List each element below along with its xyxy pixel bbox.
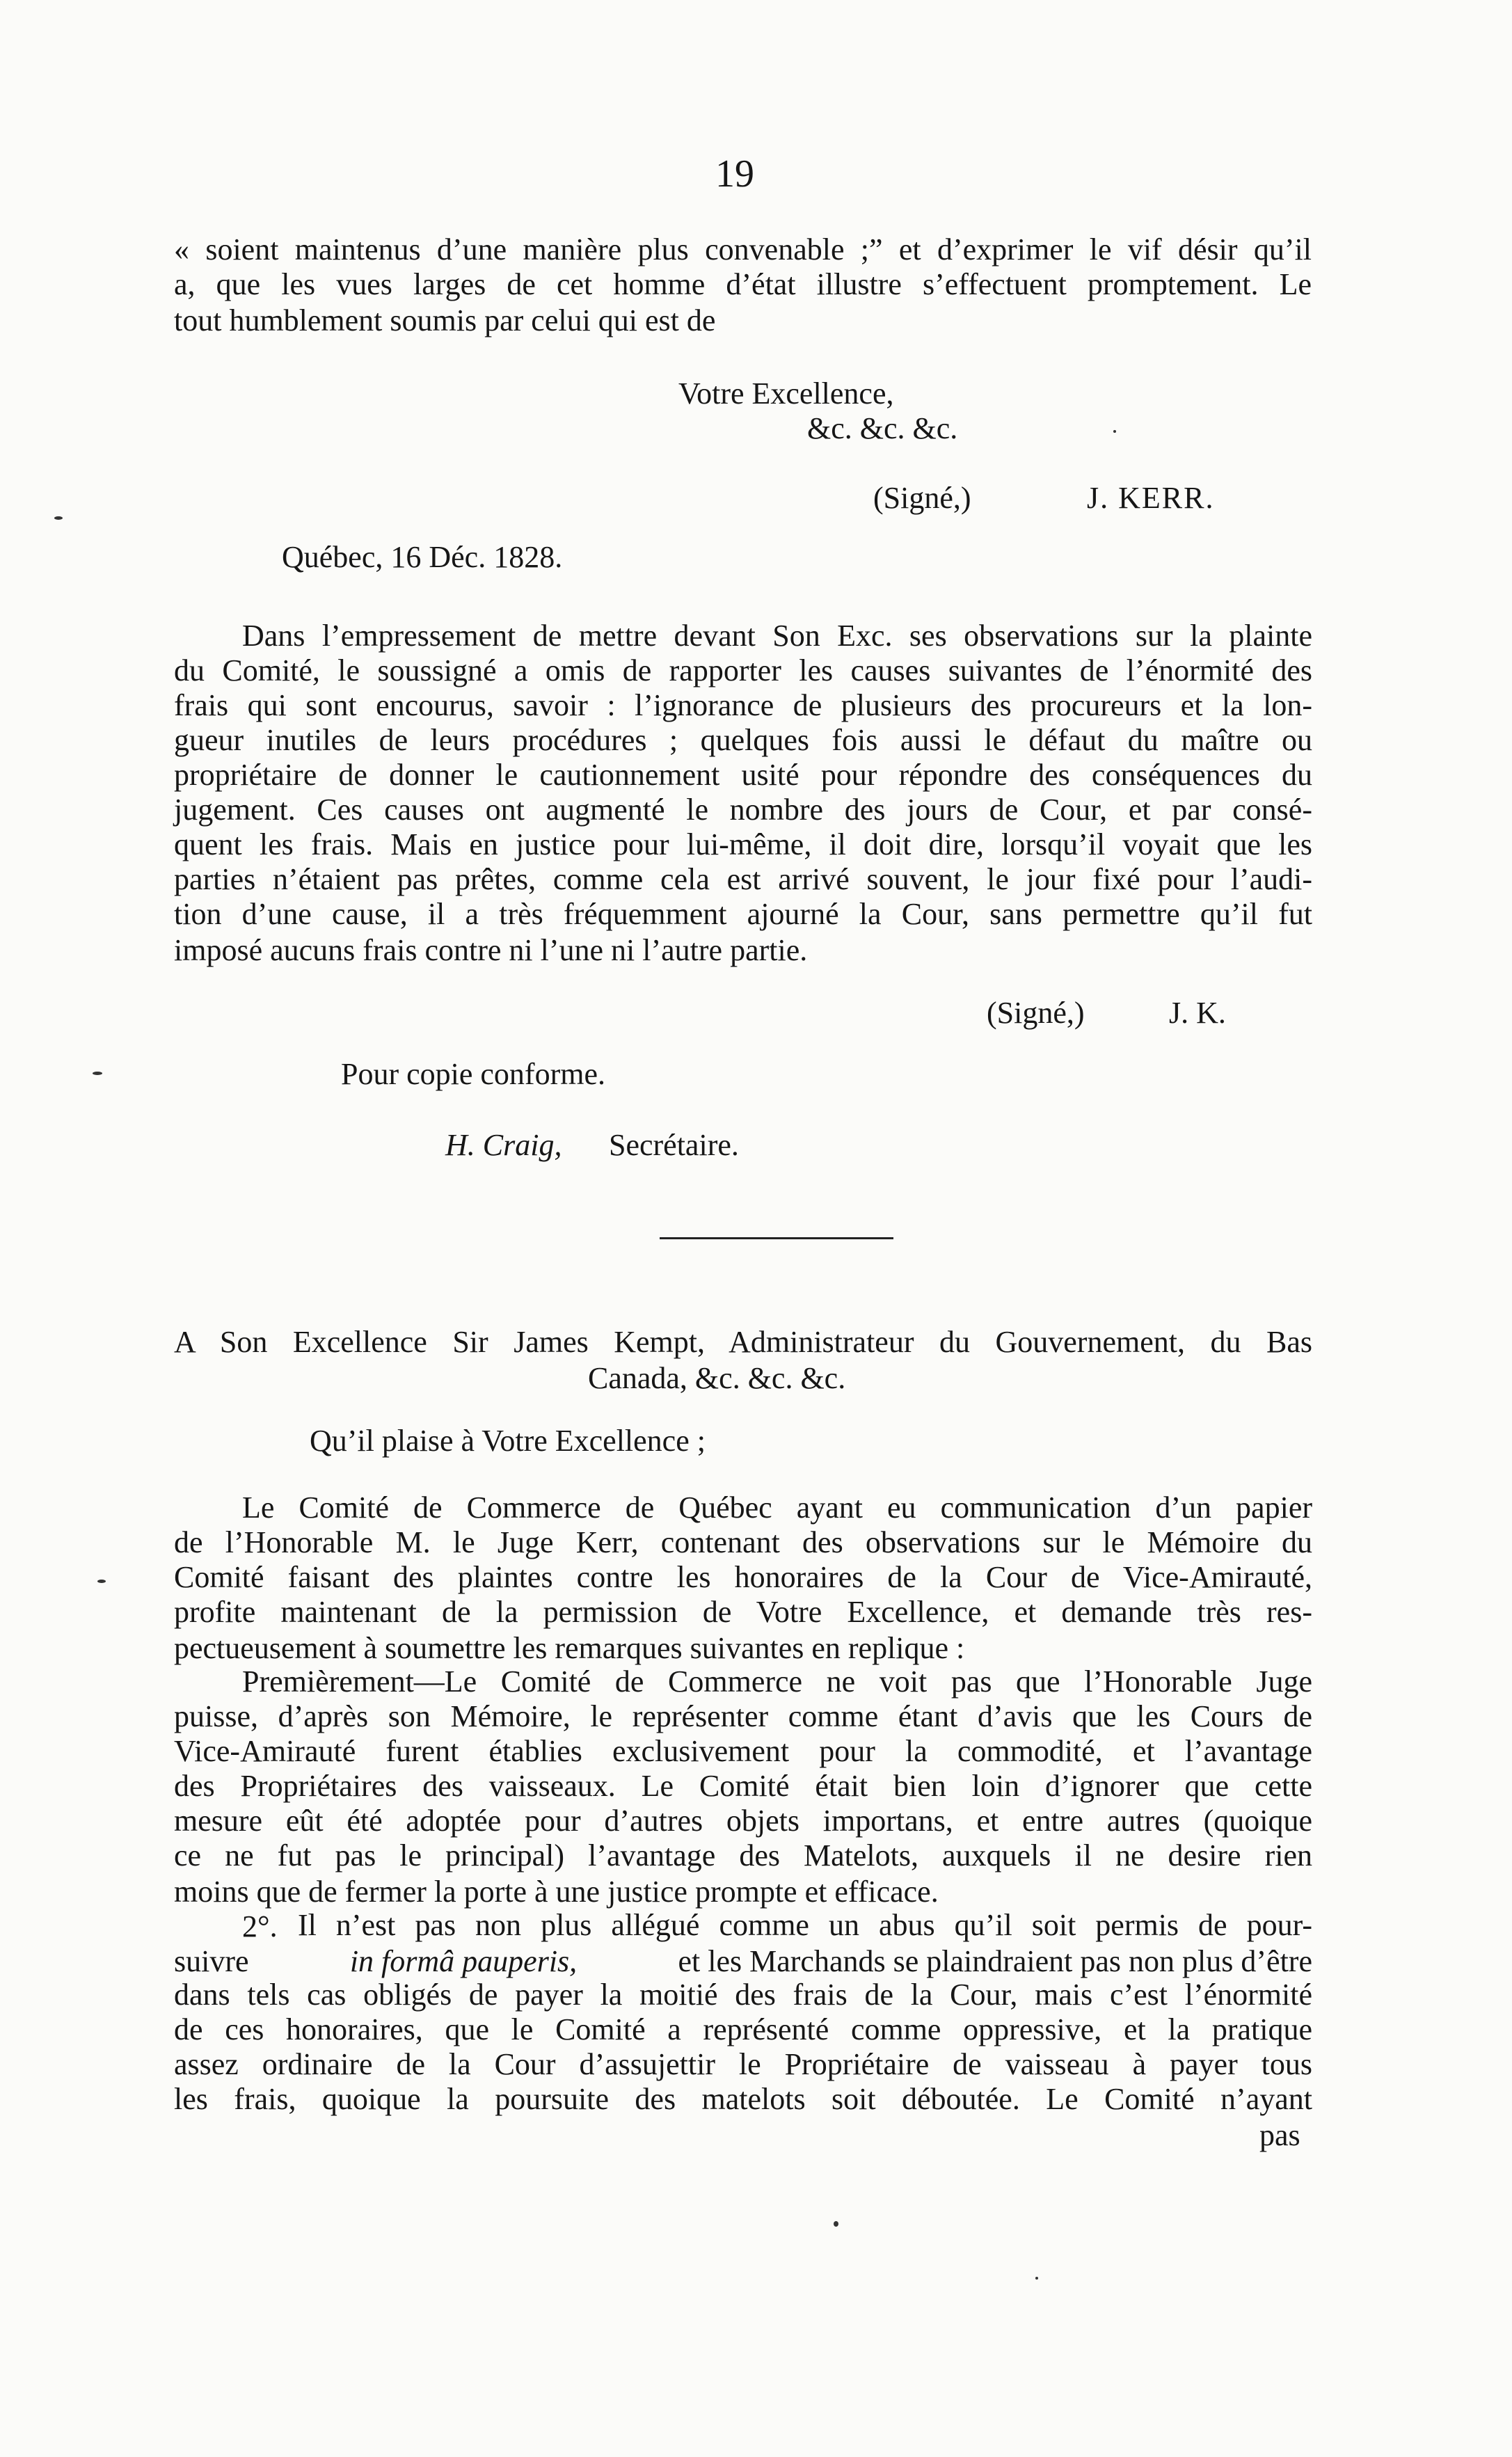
- latin-phrase: in formâ pauperis,: [349, 1944, 578, 1978]
- text-line: moins que de fermer la porte à une justice prompte et efficace.: [174, 1875, 939, 1909]
- text-line: de ces honoraires, que le Comité a représenté comme oppressive, et la pratique: [174, 2012, 1312, 2046]
- text-line: quent les frais. Mais en justice pour lui-même, il doit dire, lorsqu’il voyait que les: [174, 827, 1312, 861]
- text-line: parties n’étaient pas prêtes, comme cela est arrivé souvent, le jour fixé pour l’audi-: [174, 862, 1312, 896]
- address-line: Canada, &c. &c. &c.: [588, 1361, 846, 1395]
- text-line: « soient maintenus d’une manière plus convenable ;” et d’exprimer le vif désir qu’il: [174, 232, 1312, 267]
- text-line: mesure eût été adoptée pour d’autres objets importans, et entre autres (quoique: [174, 1804, 1312, 1838]
- salutation: Votre Excellence,: [678, 376, 894, 411]
- certification-label: Pour copie conforme.: [341, 1057, 605, 1091]
- catchword: pas: [1259, 2118, 1300, 2152]
- text-line: Vice-Amirauté furent établies exclusivement pour la commodité, et l’avantage: [174, 1734, 1312, 1768]
- text-line: de l’Honorable M. le Juge Kerr, contenant des observations sur le Mémoire du: [174, 1525, 1312, 1559]
- paragraph-number: 2°.: [242, 1909, 278, 1943]
- text-line: Premièrement—Le Comité de Commerce ne voit pas que l’Honorable Juge: [242, 1664, 1312, 1699]
- scan-speck: [1035, 2277, 1038, 2280]
- address-line: A Son Excellence Sir James Kempt, Administrateur du Gouvernement, du Bas: [174, 1325, 1312, 1359]
- text-line: tout humblement soumis par celui qui est de: [174, 303, 716, 337]
- scan-speck: [97, 1580, 106, 1583]
- text-line: a, que les vues larges de cet homme d’état illustre s’effectuent promptement. Le: [174, 267, 1312, 301]
- etc-line: &c. &c. &c.: [807, 411, 958, 445]
- greeting: Qu’il plaise à Votre Excellence ;: [310, 1424, 706, 1458]
- text-line: ce ne fut pas le principal) l’avantage des Matelots, auxquels il ne desire rien: [174, 1838, 1312, 1872]
- text-line: Dans l’empressement de mettre devant Son Exc. ses observations sur la plainte: [242, 619, 1312, 653]
- text-line: assez ordinaire de la Cour d’assujettir le Propriétaire de vaisseau à payer tous: [174, 2047, 1312, 2081]
- text-line: pectueusement à soumettre les remarques suivantes en replique :: [174, 1631, 965, 1665]
- scan-speck: [93, 1072, 102, 1075]
- scan-speck: [834, 2221, 838, 2227]
- signed-label: (Signé,): [873, 481, 971, 515]
- scan-speck: [1113, 430, 1116, 433]
- place-date: Québec, 16 Déc. 1828.: [282, 540, 563, 574]
- signed-label: (Signé,): [987, 996, 1085, 1030]
- text-line: profite maintenant de la permission de Votre Excellence, et demande très res-: [174, 1595, 1312, 1629]
- scan-speck: [54, 516, 63, 520]
- text-line: imposé aucuns frais contre ni l’une ni l’autre partie.: [174, 933, 808, 967]
- text-fragment: et les Marchands se plaindraient pas non plus d’être: [678, 1944, 1312, 1978]
- section-divider: [660, 1237, 893, 1239]
- text-line: jugement. Ces causes ont augmenté le nombre des jours de Cour, et par consé-: [174, 793, 1312, 827]
- text-line: [174, 1943, 1312, 1979]
- text-line: les frais, quoique la poursuite des matelots soit déboutée. Le Comité n’ayant: [174, 2082, 1312, 2116]
- text-line: du Comité, le soussigné a omis de rapporter les causes suivantes de l’énormité des: [174, 653, 1312, 687]
- text-line: puisse, d’après son Mémoire, le représenter comme étant d’avis que les Cours de: [174, 1699, 1312, 1733]
- text-line: des Propriétaires des vaisseaux. Le Comité était bien loin d’ignorer que cette: [174, 1769, 1312, 1803]
- text-line: Il n’est pas non plus allégué comme un abus qu’il soit permis de pour-: [298, 1908, 1312, 1942]
- text-fragment: suivre: [174, 1944, 249, 1978]
- signature: J. KERR.: [1087, 481, 1215, 515]
- text-line: gueur inutiles de leurs procédures ; quelques fois aussi le défaut du maître ou: [174, 723, 1312, 757]
- text-line: propriétaire de donner le cautionnement usité pour répondre des conséquences du: [174, 758, 1312, 792]
- text-line: Comité faisant des plaintes contre les honoraires de la Cour de Vice-Amirauté,: [174, 1560, 1312, 1594]
- text-line: frais qui sont encourus, savoir : l’ignorance de plusieurs des procureurs et la lon-: [174, 688, 1312, 722]
- secretary-name: H. Craig,: [445, 1128, 562, 1162]
- initials: J. K.: [1169, 996, 1226, 1030]
- text-line: Le Comité de Commerce de Québec ayant eu communication d’un papier: [242, 1490, 1312, 1525]
- text-line: dans tels cas obligés de payer la moitié des frais de la Cour, mais c’est l’énormité: [174, 1978, 1312, 2012]
- secretary-title: Secrétaire.: [609, 1128, 739, 1162]
- page-number: 19: [715, 152, 754, 196]
- text-line: tion d’une cause, il a très fréquemment ajourné la Cour, sans permettre qu’il fut: [174, 897, 1312, 931]
